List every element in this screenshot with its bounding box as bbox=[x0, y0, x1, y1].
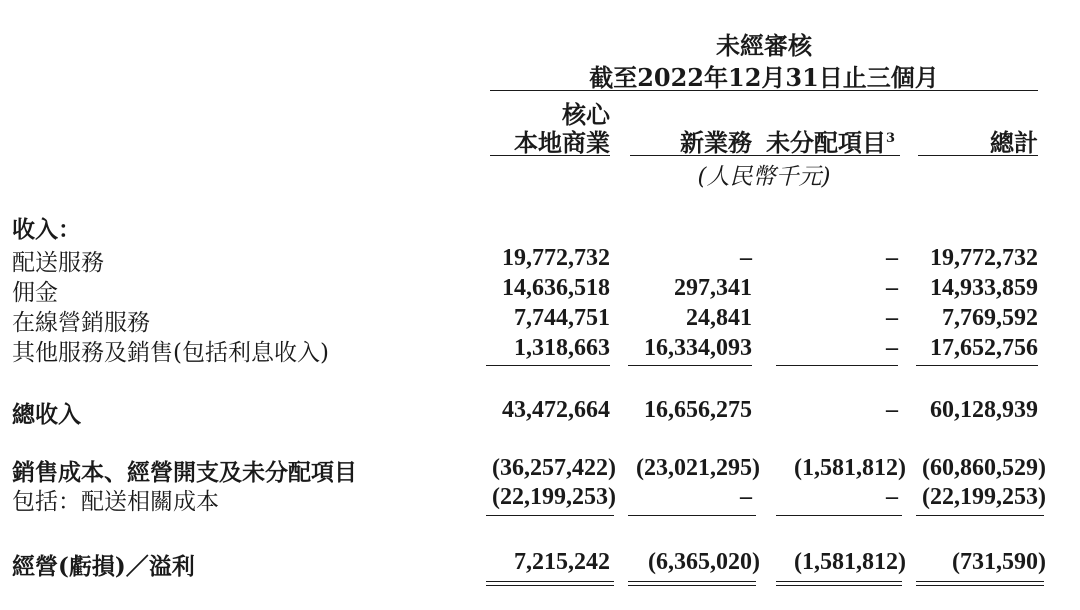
cell-total: 17,652,756 bbox=[930, 335, 1038, 361]
col3-header bbox=[766, 123, 906, 158]
subtotal-rule bbox=[776, 365, 898, 366]
row-label: 佣金 bbox=[12, 280, 58, 306]
col1-header-line2: 本地商業 bbox=[514, 128, 610, 157]
row-label: 配送服務 bbox=[12, 250, 104, 276]
header-rule bbox=[490, 90, 1038, 91]
subtotal-rule bbox=[628, 365, 752, 366]
row-label: 其他服務及銷售(包括利息收入) bbox=[12, 340, 329, 366]
cell-total: 7,769,592 bbox=[942, 305, 1038, 331]
costs-total: (60,860,529) bbox=[922, 455, 1046, 481]
cell-new: – bbox=[740, 245, 752, 271]
costs-unallocated: (1,581,812) bbox=[794, 455, 906, 481]
col1-header-line1: 核心 bbox=[562, 100, 610, 129]
costs-core: (36,257,422) bbox=[492, 455, 616, 481]
double-rule bbox=[916, 581, 1044, 586]
total-revenue-core: 43,472,664 bbox=[502, 397, 610, 423]
cell-unallocated: – bbox=[886, 305, 898, 331]
col3-header-label: 未分配項目 bbox=[766, 128, 886, 157]
total-revenue-label: 總收入 bbox=[12, 401, 81, 428]
operating-unallocated: (1,581,812) bbox=[794, 549, 906, 575]
double-rule bbox=[628, 581, 756, 586]
operating-total: (731,590) bbox=[952, 549, 1046, 575]
period-heading: 截至2022年12月31日止三個月 bbox=[589, 63, 939, 92]
subtotal-rule bbox=[486, 365, 610, 366]
unaudited-heading: 未經審核 bbox=[716, 31, 812, 60]
double-rule bbox=[486, 581, 614, 586]
col23-header-rule bbox=[630, 155, 900, 156]
costs-new: (23,021,295) bbox=[636, 455, 760, 481]
cell-unallocated: – bbox=[886, 245, 898, 271]
total-revenue-unallocated: – bbox=[886, 397, 898, 423]
subtotal-rule bbox=[628, 515, 756, 516]
col1-header-rule bbox=[490, 155, 610, 156]
subtotal-rule bbox=[486, 515, 614, 516]
cell-new: 24,841 bbox=[686, 305, 752, 331]
cell-total: 19,772,732 bbox=[930, 245, 1038, 271]
col4-header: 總計 bbox=[990, 128, 1038, 157]
cell-total: 14,933,859 bbox=[930, 275, 1038, 301]
cell-core: 14,636,518 bbox=[502, 275, 610, 301]
operating-new: (6,365,020) bbox=[648, 549, 760, 575]
col3-footnote: 3 bbox=[886, 131, 896, 146]
subtotal-rule bbox=[916, 515, 1044, 516]
total-revenue-new: 16,656,275 bbox=[644, 397, 752, 423]
cell-core: 7,744,751 bbox=[514, 305, 610, 331]
cell-new: 16,334,093 bbox=[644, 335, 752, 361]
including-new: – bbox=[740, 484, 752, 510]
cell-unallocated: – bbox=[886, 275, 898, 301]
col4-header-rule bbox=[918, 155, 1038, 156]
row-label: 在線營銷服務 bbox=[12, 310, 150, 336]
total-revenue-total: 60,128,939 bbox=[930, 397, 1038, 423]
including-label: 包括：配送相關成本 bbox=[12, 489, 219, 515]
currency-unit: (人民幣千元) bbox=[697, 164, 831, 190]
col2-header: 新業務 bbox=[680, 128, 752, 157]
revenue-heading: 收入： bbox=[12, 216, 81, 243]
including-core: (22,199,253) bbox=[492, 484, 616, 510]
cell-new: 297,341 bbox=[674, 275, 752, 301]
subtotal-rule bbox=[776, 515, 902, 516]
cell-core: 19,772,732 bbox=[502, 245, 610, 271]
operating-label: 經營(虧損)／溢利 bbox=[12, 553, 195, 580]
including-unallocated: – bbox=[886, 484, 898, 510]
operating-core: 7,215,242 bbox=[514, 549, 610, 575]
double-rule bbox=[776, 581, 902, 586]
cell-core: 1,318,663 bbox=[514, 335, 610, 361]
cell-unallocated: – bbox=[886, 335, 898, 361]
costs-label: 銷售成本、經營開支及未分配項目 bbox=[12, 459, 357, 486]
including-total: (22,199,253) bbox=[922, 484, 1046, 510]
subtotal-rule bbox=[916, 365, 1038, 366]
